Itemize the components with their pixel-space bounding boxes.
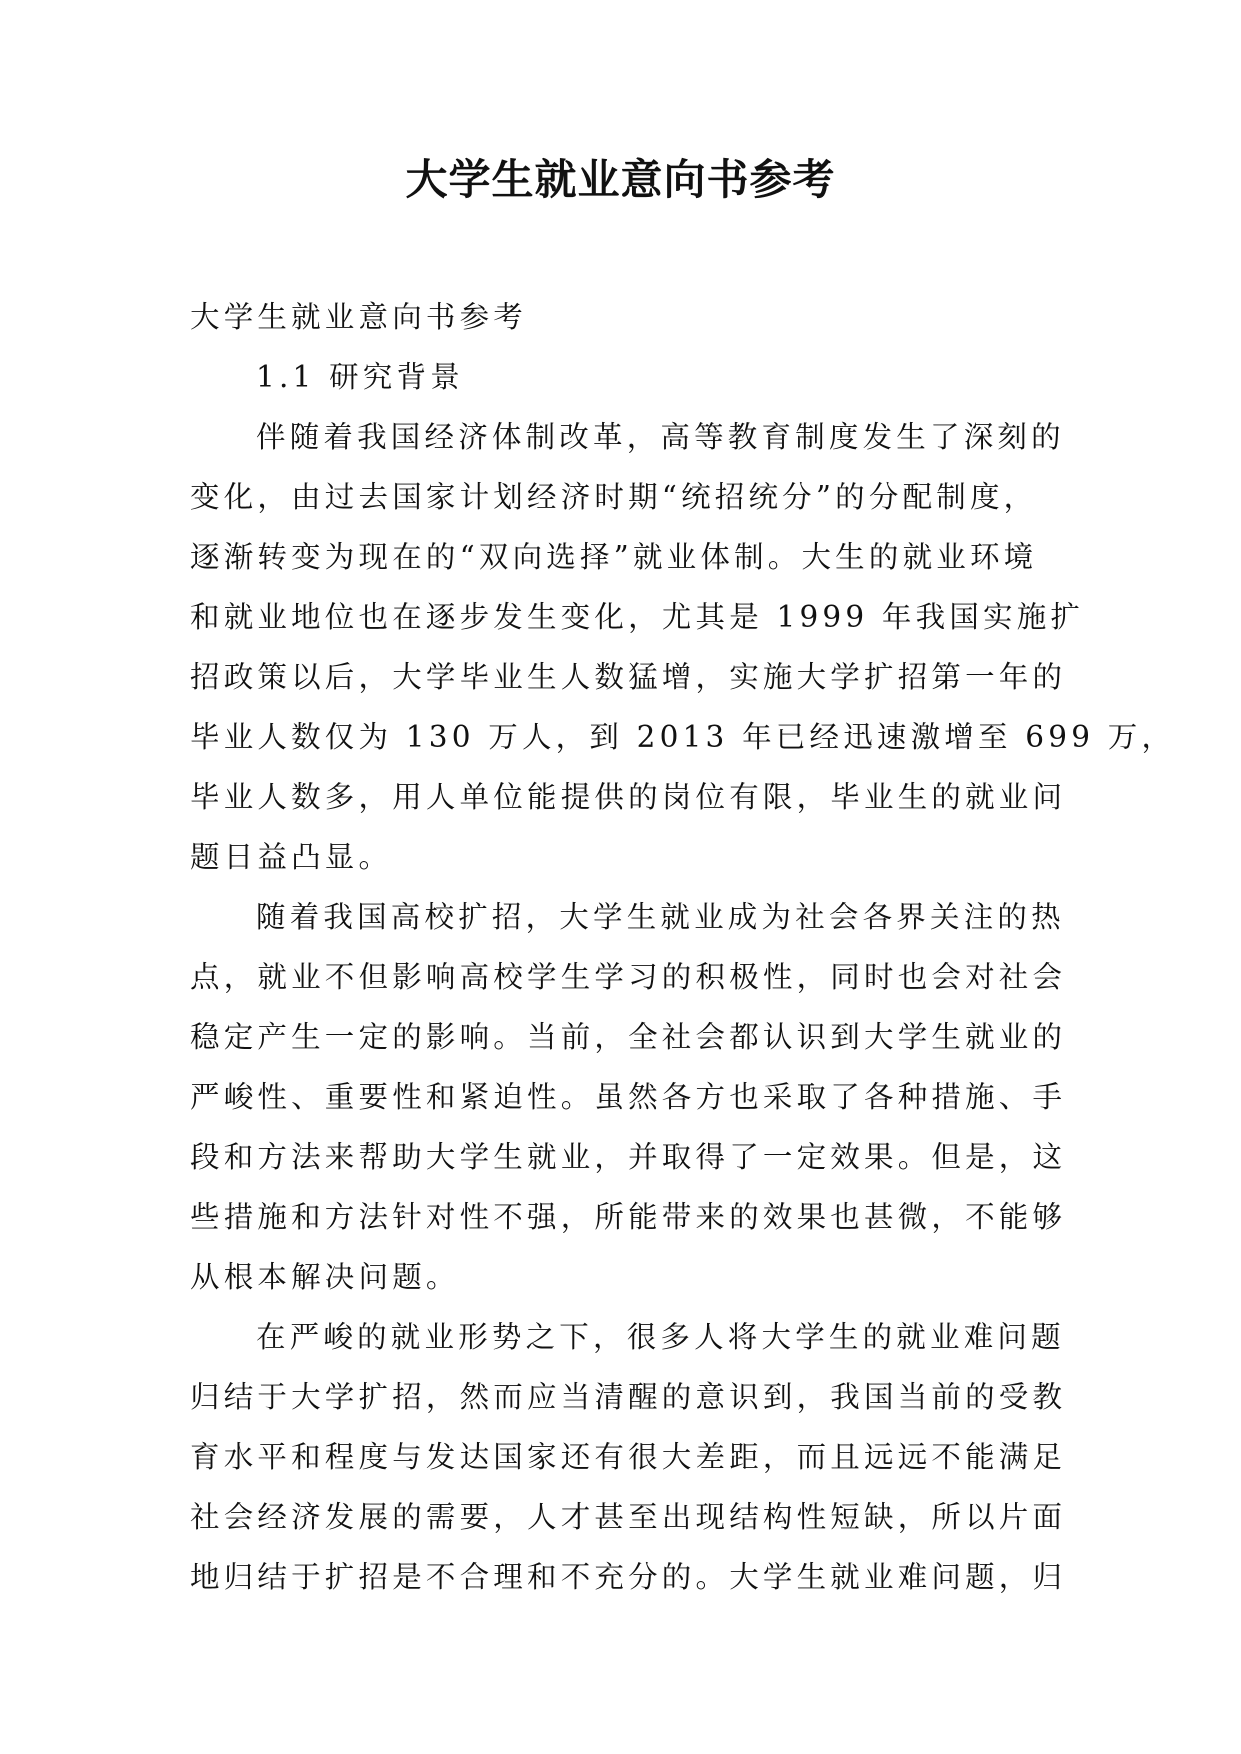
text-line: 逐渐转变为现在的“双向选择”就业体制。大生的就业环境 (190, 540, 1038, 574)
text-line: 从根本解决问题。 (190, 1260, 460, 1294)
text-line: 地归结于扩招是不合理和不充分的。大学生就业难问题，归 (190, 1560, 1067, 1594)
text-line: 题日益凸显。 (190, 840, 393, 874)
document-body (190, 287, 1176, 1607)
text-line: 点，就业不但影响高校学生学习的积极性，同时也会对社会 (190, 960, 1067, 994)
text-line: 1.1 研究背景 (256, 360, 464, 394)
text-line: 育水平和程度与发达国家还有很大差距，而且远远不能满足 (190, 1440, 1067, 1474)
text-line: 严峻性、重要性和紧迫性。虽然各方也采取了各种措施、手 (190, 1080, 1067, 1114)
text-line: 段和方法来帮助大学生就业，并取得了一定效果。但是，这 (190, 1140, 1067, 1174)
text-line: 和就业地位也在逐步发生变化，尤其是 1999 年我国实施扩 (190, 600, 1085, 634)
text-line: 社会经济发展的需要，人才甚至出现结构性短缺，所以片面 (190, 1500, 1067, 1534)
text-line: 大学生就业意向书参考 (190, 300, 528, 334)
text-line: 招政策以后，大学毕业生人数猛增，实施大学扩招第一年的 (190, 660, 1067, 694)
text-line: 伴随着我国经济体制改革，高等教育制度发生了深刻的 (256, 420, 1065, 454)
text-line: 稳定产生一定的影响。当前，全社会都认识到大学生就业的 (190, 1020, 1067, 1054)
text-line: 变化，由过去国家计划经济时期“统招统分”的分配制度， (190, 480, 1038, 514)
text-line: 毕业人数仅为 130 万人，到 2013 年已经迅速激增至 699 万， (190, 720, 1176, 754)
text-line: 随着我国高校扩招，大学生就业成为社会各界关注的热 (256, 900, 1065, 934)
text-line: 毕业人数多，用人单位能提供的岗位有限，毕业生的就业问 (190, 780, 1067, 814)
text-line: 归结于大学扩招，然而应当清醒的意识到，我国当前的受教 (190, 1380, 1067, 1414)
text-line: 在严峻的就业形势之下，很多人将大学生的就业难问题 (256, 1320, 1065, 1354)
document-title: 大学生就业意向书参考 (405, 155, 836, 204)
text-line: 些措施和方法针对性不强，所能带来的效果也甚微，不能够 (190, 1200, 1067, 1234)
